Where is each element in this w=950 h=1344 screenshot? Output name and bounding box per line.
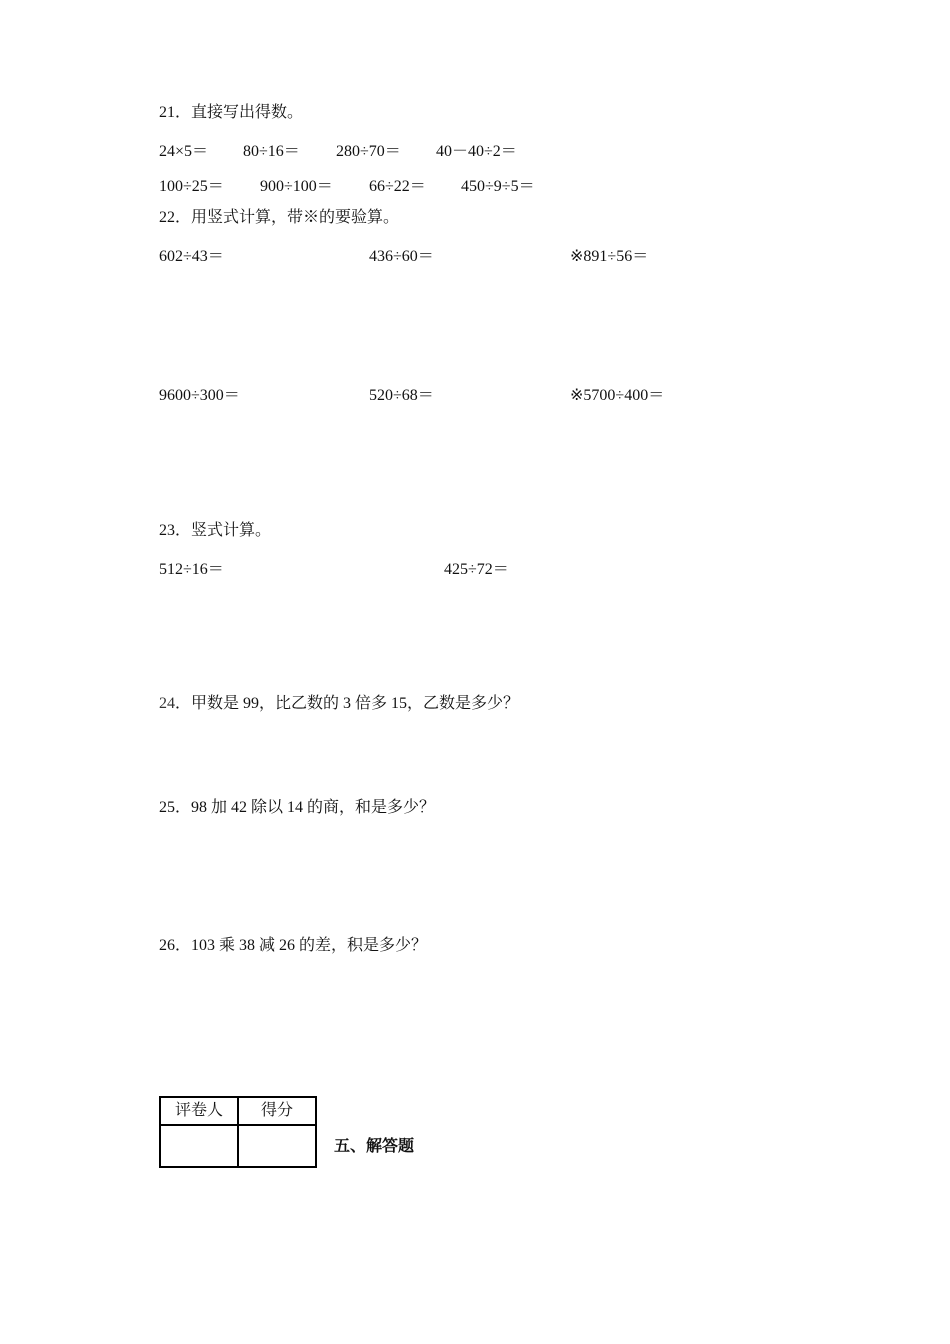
q22-title: 22．用竖式计算，带※的要验算。: [159, 209, 400, 226]
grader-header: 评卷人: [160, 1097, 238, 1125]
q22-item: ※891÷56＝: [570, 248, 649, 265]
q22-item: ※5700÷400＝: [570, 387, 665, 404]
q23-item: 512÷16＝: [159, 561, 224, 578]
q21-item: 900÷100＝: [260, 178, 333, 195]
q21-item: 280÷70＝: [336, 143, 401, 160]
q21-title: 21．直接写出得数。: [159, 104, 304, 121]
q24-number: 24: [159, 695, 175, 712]
q22-item: 436÷60＝: [369, 248, 434, 265]
q21-item: 66÷22＝: [369, 178, 426, 195]
q21-item: 80÷16＝: [243, 143, 300, 160]
q21-item: 100÷25＝: [159, 178, 224, 195]
q24-body: ．甲数是 99，比乙数的 3 倍多 15，乙数是多少？: [175, 695, 520, 712]
q22-item: 602÷43＝: [159, 248, 224, 265]
section-title: 五、解答题: [334, 1138, 415, 1155]
q23-item: 425÷72＝: [444, 561, 509, 578]
q24-text: [159, 694, 519, 714]
grader-cell[interactable]: [160, 1125, 238, 1167]
score-cell[interactable]: [238, 1125, 316, 1167]
q21-item: 450÷9÷5＝: [461, 178, 535, 195]
score-table: [159, 1096, 317, 1168]
q26-text: 26．103 乘 38 减 26 的差，积是多少？: [159, 937, 428, 954]
q22-item: 9600÷300＝: [159, 387, 240, 404]
q25-text: 25．98 加 42 除以 14 的商，和是多少？: [159, 799, 436, 816]
q23-title: 23．竖式计算。: [159, 522, 272, 539]
score-header: 得分: [238, 1097, 316, 1125]
q21-item: 24×5＝: [159, 143, 209, 160]
q21-item: 40－40÷2＝: [436, 143, 517, 160]
q22-item: 520÷68＝: [369, 387, 434, 404]
